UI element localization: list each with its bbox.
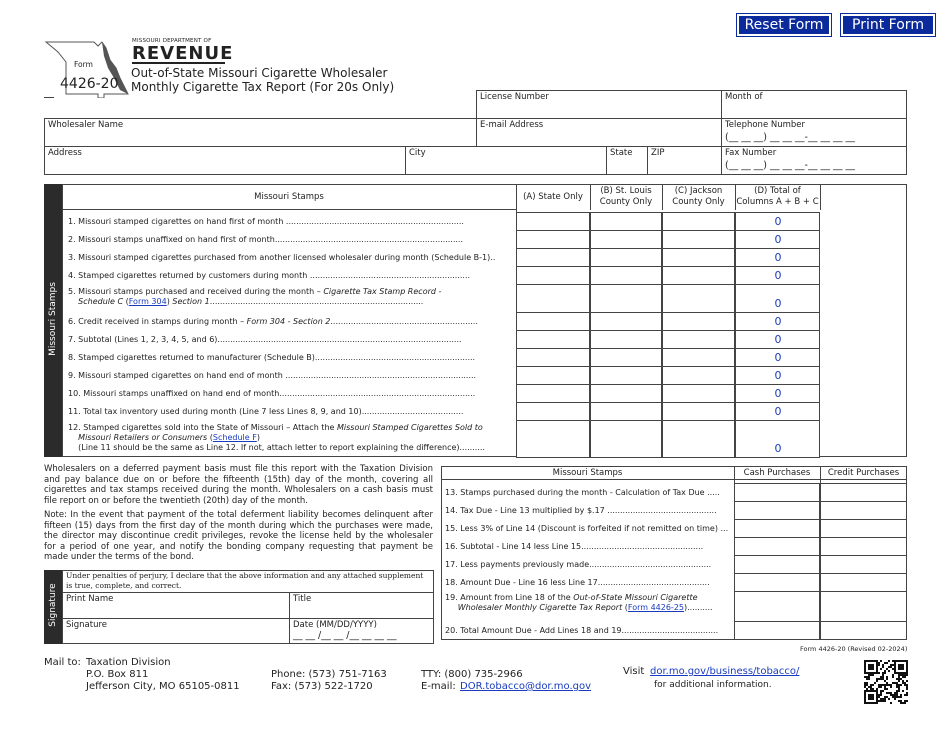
col-c-cell-line-7[interactable] [662,330,735,349]
col-c-cell-line-10[interactable] [662,384,735,403]
date-input[interactable]: __ __ /__ __ /__ __ __ __ [293,630,397,641]
row-italic: Cigarette Tax Stamp Record - [323,287,442,296]
agency-logo-text: REVENUE [132,43,234,64]
col-b-cell-line-7[interactable] [590,330,662,349]
col-c-cell-line-11[interactable] [662,402,735,421]
logo-underline [132,62,225,64]
col-a-cell-line-6[interactable] [516,312,590,331]
col-a-cell-line-5[interactable] [516,284,590,313]
col-a-cell-line-3[interactable] [516,248,590,267]
total-value-line-2: 0 [774,233,782,246]
print-form-button[interactable]: Print Form [841,14,935,36]
row-line2-italic: Schedule C [78,297,124,306]
col-a-cell-line-11[interactable] [516,402,590,421]
reset-form-button[interactable]: Reset Form [737,14,831,36]
month-of-field[interactable]: Month of [725,92,763,102]
col-b-cell-line-9[interactable] [590,366,662,385]
cash-cell-line-19[interactable] [734,591,820,622]
wholesaler-name-field[interactable]: Wholesaler Name [48,120,124,130]
email-label: E-mail: [421,681,456,692]
row-tail: .......... [687,603,713,612]
col-c-cell-line-8[interactable] [662,348,735,367]
cash-cell-line-20[interactable] [734,621,820,640]
col-a-cell-line-4[interactable] [516,266,590,285]
total-value-line-8: 0 [774,351,782,364]
tax-row-label-17 [445,560,733,570]
stamps-col-header: Missouri Stamps [254,192,324,202]
col-c-cell-line-1[interactable] [662,212,735,231]
stamps-row-label-4 [68,271,514,281]
phone-text: Phone: (573) 751-7163 [271,669,387,680]
col-a-header: (A) State Only [523,192,583,202]
visit-label: Visit [623,666,645,677]
revision-label: Form 4426-20 (Revised 02-2024) [800,645,908,653]
col-a-cell-line-2[interactable] [516,230,590,249]
row-text: 5. Missouri stamps purchased and received during the month – [68,287,324,296]
form-title-line1: Out-of-State Missouri Cigarette Wholesaler [131,66,388,80]
row-text: 13. Stamps purchased during the month - Calculation of Tax Due ..... [445,488,720,497]
col-a-cell-line-7[interactable] [516,330,590,349]
total-value-line-6: 0 [774,315,782,328]
total-value-line-3: 0 [774,251,782,264]
col-a-cell-line-12[interactable] [516,420,590,458]
signature-side-label: Signature [48,583,58,627]
tobacco-url-link[interactable]: dor.mo.gov/business/tobacco/ [650,666,800,677]
row-text: 12. Stamped cigarettes sold into the State of Missouri – Attach the [68,423,337,432]
row-text: 10. Missouri stamps unaffixed on hand end of month............................................................................. [68,389,476,398]
row-line3: (Line 11 should be the same as Line 12. If not, attach letter to report explaining the difference).......... [78,443,485,452]
form-label: Form [74,60,93,69]
col-c-cell-line-9[interactable] [662,366,735,385]
row-line2-tail: Section 1 [172,297,210,306]
mail-address-line1: Taxation Division [86,657,171,668]
form-4426-25-link[interactable]: Form 4426-25 [627,603,684,612]
col-a-cell-line-10[interactable] [516,384,590,403]
tax-row-label-19: 19. Amount from Line 18 of the Out-of-State Missouri Cigarette Wholesaler Monthly Cigarette Tax Report (Form 4426-25).......... [445,593,713,612]
cash-cell-line-16[interactable] [734,537,820,556]
row-text: 15. Less 3% of Line 14 (Discount is forfeited if not remitted on time) ... [445,524,729,533]
print-name-field[interactable]: Print Name [66,594,114,604]
date-field-label: Date (MM/DD/YYYY) [293,620,377,630]
col-a-cell-line-1[interactable] [516,212,590,231]
stamps-row-label-9 [68,371,514,381]
tax-row-label-20 [445,626,733,636]
visit-tail: for additional information. [654,680,772,690]
city-field[interactable]: City [409,148,426,158]
col-c-cell-line-2[interactable] [662,230,735,249]
qr-code-icon [864,660,908,704]
stamps-row-label-6 [68,317,514,327]
col-b-cell-line-5[interactable] [590,284,662,313]
row-dots: .......................................................... [330,317,478,326]
credit-cell-line-19[interactable] [820,591,907,622]
col-b-cell-line-4[interactable] [590,266,662,285]
email-field[interactable]: E-mail Address [480,120,544,130]
total-value-line-12: 0 [774,442,782,455]
row-text: 11. Total tax inventory used during month (Line 7 less Lines 8, 9, and 10)........................................ [68,407,464,416]
col-d-header-1: (D) Total of [754,186,801,196]
row-form-link[interactable]: Schedule F [212,433,257,442]
col-b-cell-line-1[interactable] [590,212,662,231]
row-text: 17. Less payments previously made................................................ [445,560,712,569]
agency-small-label: MISSOURI DEPARTMENT OF [132,38,212,44]
col-c-cell-line-6[interactable] [662,312,735,331]
row-text: 14. Tax Due - Line 13 multiplied by $.17 ........................................... [445,506,717,515]
row-line2-dots: .................................................................................... [209,297,424,306]
total-value-line-4: 0 [774,269,782,282]
total-value-line-7: 0 [774,333,782,346]
stamps-side-label: Missouri Stamps [48,282,58,356]
col-b-cell-line-12[interactable] [590,420,662,458]
tax-row-label-18 [445,578,733,588]
tax-col-header: Missouri Stamps [552,468,623,478]
mail-to-label: Mail to: [44,657,81,668]
col-c-header-1: (C) Jackson [674,186,723,196]
total-value-line-11: 0 [774,405,782,418]
row-text: 8. Stamped cigarettes returned to manufacturer (Schedule B)............................................................... [68,353,476,362]
credit-cell-line-20[interactable] [820,621,907,640]
total-value-line-10: 0 [774,387,782,400]
row-italic: Out-of-State Missouri Cigarette [573,593,698,602]
col-c-cell-line-12[interactable] [662,420,735,458]
cash-cell-line-14[interactable] [734,501,820,520]
col-d-header-2: Columns A + B + C [736,197,819,207]
col-c-header-2: County Only [672,197,725,207]
col-b-cell-line-8[interactable] [590,348,662,367]
mail-address-line3: Jefferson City, MO 65105-0811 [86,681,240,692]
row-text: 1. Missouri stamped cigarettes on hand first of month ...................................................................... [68,217,464,226]
row-text: 20. Total Amount Due - Add Lines 18 and 19...................................... [445,626,719,635]
credit-cell-line-13[interactable] [820,483,907,502]
cash-cell-line-15[interactable] [734,519,820,538]
col-b-header-1: (B) St. Louis [600,186,652,196]
perjury-declaration: Under penalties of perjury, I declare that the above information and any attached supplement is true, complete, and correct. [66,571,424,590]
col-a-cell-line-8[interactable] [516,348,590,367]
cash-cell-line-13[interactable] [734,483,820,502]
credit-cell-line-15[interactable] [820,519,907,538]
col-b-cell-line-3[interactable] [590,248,662,267]
col-b-header-2: County Only [599,197,653,207]
col-c-cell-line-5[interactable] [662,284,735,313]
fax-input[interactable]: (__ __ __) __ __ __-__ __ __ __ [725,160,855,171]
form-title-line2: Monthly Cigarette Tax Report (For 20s Only) [131,80,395,94]
row-text: 3. Missouri stamped cigarettes purchased from another licensed wholesaler during month (Schedule B-1).. [68,253,496,262]
mail-address-line2: P.O. Box 811 [86,669,149,680]
tax-row-label-15 [445,524,733,534]
stamps-row-label-10 [68,389,514,399]
cash-cell-line-17[interactable] [734,555,820,574]
title-field[interactable]: Title [293,594,312,604]
col-b-cell-line-2[interactable] [590,230,662,249]
credit-cell-line-16[interactable] [820,537,907,556]
telephone-input[interactable]: (__ __ __) __ __ __-__ __ __ __ [725,132,855,143]
license-number-field[interactable]: License Number [480,92,549,102]
total-value-line-5: 0 [774,297,782,310]
stamps-row-label-5: 5. Missouri stamps purchased and received during the month – Cigarette Tax Stamp Record - Schedule C (Form 304) Section 1.................................................................................... [68,287,442,306]
cash-cell-line-18[interactable] [734,573,820,592]
col-c-cell-line-4[interactable] [662,266,735,285]
credit-cell-line-17[interactable] [820,555,907,574]
row-form-link[interactable]: Form 304 [128,297,167,306]
row-text: 4. Stamped cigarettes returned by customers during month ............................................................... [68,271,471,280]
credit-cell-line-14[interactable] [820,501,907,520]
row-line2-italic: Wholesaler Monthly Cigarette Tax Report [457,603,623,612]
credit-purchases-header: Credit Purchases [827,468,900,478]
row-text: 18. Amount Due - Line 16 less Line 17............................................ [445,578,710,587]
fax-field-label: Fax Number [725,148,777,158]
stamps-row-label-7 [68,335,514,345]
row-text: 9. Missouri stamped cigarettes on hand end of month ........................................................................... [68,371,477,380]
col-b-cell-line-10[interactable] [590,384,662,403]
total-value-line-9: 0 [774,369,782,382]
stamps-row-label-1 [68,217,514,227]
tty-text: TTY: (800) 735-2966 [421,669,523,680]
state-field[interactable]: State [610,148,633,158]
total-value-line-1: 0 [774,215,782,228]
tax-row-label-16 [445,542,733,552]
row-line2-italic: Missouri Retailers or Consumers [78,433,208,442]
instructions-paragraph-1: Wholesalers on a deferred payment basis must file this report with the Taxation Division and pay balance due on or before the fifteenth (15th) day of the month, covering all cigarettes and tax stamps received during the month. Wholesalers on a cash basis must file report on or before the twentieth (20th) day of the month. [44,464,433,506]
cash-purchases-header: Cash Purchases [743,468,811,478]
form-number: 4426-20 [60,76,119,92]
instructions-paragraph-2: Note: In the event that payment of the total deferment liability becomes delinquent after fifteen (15) days from the first day of the month during which the purchases were made, the director may discontinue credit privileges, revoke the license held by the wholesaler for a period of one year, and notify the bonding company requesting that payment be made under the terms of the bond. [44,510,433,562]
fax-text: Fax: (573) 522-1720 [271,681,373,692]
row-text: 19. Amount from Line 18 of the [445,593,574,602]
email-link[interactable]: DOR.tobacco@dor.mo.gov [460,681,592,692]
stamps-row-label-2 [68,235,514,245]
col-c-cell-line-3[interactable] [662,248,735,267]
col-b-cell-line-11[interactable] [590,402,662,421]
stamps-row-label-11 [68,407,514,417]
tax-row-label-13 [445,488,733,498]
col-a-cell-line-9[interactable] [516,366,590,385]
row-text: 7. Subtotal (Lines 1, 2, 3, 4, 5, and 6)................................................................................................ [68,335,462,344]
address-field[interactable]: Address [48,148,82,158]
header-tick [44,97,54,98]
credit-cell-line-18[interactable] [820,573,907,592]
row-italic: Form 304 - Section 2 [246,317,331,326]
stamps-row-label-3 [68,253,514,263]
telephone-field-label: Telephone Number [725,120,806,130]
row-text: 6. Credit received in stamps during month – [68,317,247,326]
row-text: 16. Subtotal - Line 14 less Line 15................................................ [445,542,704,551]
tax-row-label-14 [445,506,733,516]
row-text: 2. Missouri stamps unaffixed on hand first of month.......................................................................... [68,235,463,244]
row-italic: Missouri Stamped Cigarettes Sold to [336,423,483,432]
zip-field[interactable]: ZIP [651,148,665,158]
signature-field[interactable]: Signature [66,620,108,630]
stamps-row-label-12: 12. Stamped cigarettes sold into the State of Missouri – Attach the Missouri Stamped Cigarettes Sold to Missouri Retailers or Consumers (Schedule F) (Line 11 should be the same as Line 12. If not, attach letter to report explaining the difference).......... [68,423,485,452]
stamps-row-label-8 [68,353,514,363]
col-b-cell-line-6[interactable] [590,312,662,331]
